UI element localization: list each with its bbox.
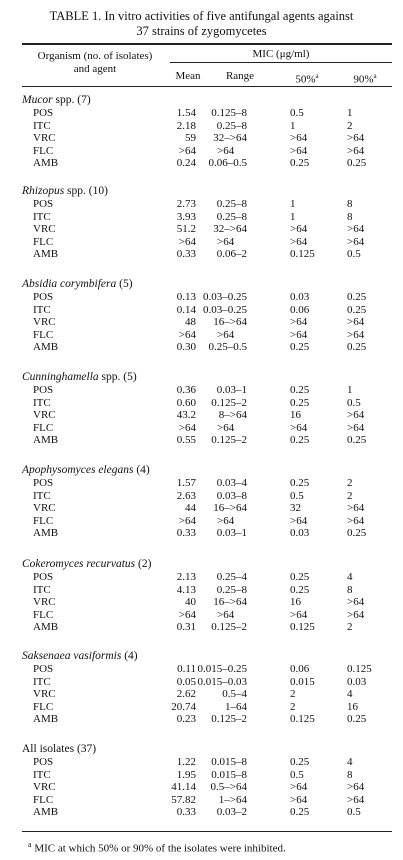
mic90-cell: >64 [347, 409, 365, 421]
organism-header [22, 50, 168, 76]
agent-cell: ITC [33, 489, 51, 502]
mean-cell: >64 [178, 608, 196, 621]
table-row [0, 806, 403, 819]
mic50-cell: 2 [290, 700, 296, 713]
footnote [28, 838, 286, 856]
mic90-cell: >64 [347, 502, 365, 514]
p50-header [282, 70, 332, 87]
mic50-cell: 16 [290, 409, 301, 421]
mean-cell: 43.2 [176, 409, 196, 421]
table-row [0, 145, 403, 158]
agent-cell: AMB [33, 341, 59, 353]
range-cell: >64 [217, 235, 235, 248]
mic50-cell: 0.03 [290, 527, 310, 539]
group-name: Mucor [22, 94, 53, 106]
table-row [0, 384, 403, 397]
agent-cell: ITC [33, 119, 51, 132]
mean-cell: 1.54 [176, 107, 196, 119]
agent-cell: FLC [33, 514, 54, 527]
range-cell: 0.5–>64 [210, 781, 247, 793]
table-row [0, 422, 403, 435]
agent-cell: ITC [33, 210, 51, 223]
agent-cell: FLC [33, 235, 54, 248]
mean-cell: 4.13 [176, 583, 196, 596]
mic90-cell: 0.25 [347, 713, 367, 725]
mean-cell: 0.24 [176, 157, 196, 169]
mean-cell: 2.63 [176, 489, 196, 502]
table-row [0, 329, 403, 342]
mic90-cell: 0.03 [347, 675, 367, 688]
mean-cell: 0.11 [177, 663, 196, 675]
group-name: Absidia corymbifera [22, 278, 117, 290]
range-cell: 0.25–0.5 [208, 341, 247, 353]
range-cell: >64 [217, 608, 235, 621]
mic90-cell: 2 [347, 477, 353, 489]
table-row [0, 502, 403, 515]
mic90-cell: 0.25 [347, 291, 367, 303]
range-cell: 32–>64 [213, 132, 247, 144]
range-cell: 0.125–2 [211, 434, 247, 446]
range-cell: 0.03–0.25 [203, 303, 247, 316]
mean-cell: 48 [185, 316, 196, 328]
mic90-cell: >64 [347, 781, 365, 793]
mic50-cell: 0.5 [290, 489, 304, 502]
mic90-cell: >64 [347, 793, 365, 806]
agent-cell: VRC [33, 502, 56, 514]
group-count: (2) [138, 558, 152, 570]
table-row [0, 596, 403, 609]
mean-cell: 1.95 [176, 768, 196, 781]
top-rule [22, 43, 392, 45]
agent-cell: FLC [33, 793, 54, 806]
table-row [0, 781, 403, 794]
mic90-cell: 2 [347, 119, 353, 132]
table-row [0, 316, 403, 329]
mic50-cell: >64 [290, 223, 308, 235]
mic90-cell: 1 [347, 107, 353, 119]
mean-cell: 0.33 [176, 527, 196, 539]
mic90-cell: 0.25 [347, 434, 367, 446]
range-cell: 0.25–4 [216, 571, 247, 583]
range-cell: 0.015–0.03 [197, 675, 247, 688]
mic90-cell: 4 [347, 756, 353, 768]
range-cell: 0.06–2 [216, 248, 247, 260]
table-row [0, 794, 403, 807]
mean-cell: 1.22 [176, 756, 196, 768]
mean-cell: >64 [178, 328, 196, 341]
mic50-cell: >64 [290, 235, 308, 248]
range-cell: 0.015–8 [211, 756, 247, 768]
mean-cell: 41.14 [171, 781, 196, 793]
group-count: spp. (7) [55, 94, 91, 106]
range-cell: 0.03–8 [216, 489, 247, 502]
footnote-mark: a [28, 840, 32, 849]
range-cell: 0.03–2 [216, 806, 247, 818]
table-title-line1: TABLE 1. In vitro activities of five antifungal agents against [49, 9, 354, 23]
agent-cell: ITC [33, 303, 51, 316]
mic50-cell: 1 [290, 119, 296, 132]
range-cell: 0.015–8 [211, 768, 247, 781]
mic90-cell: 8 [347, 768, 353, 781]
mic50-cell: 32 [290, 502, 301, 514]
group-heading [22, 464, 150, 477]
table-row [0, 688, 403, 701]
range-cell: 0.5–4 [222, 688, 247, 700]
mean-cell: >64 [178, 235, 196, 248]
group-name: Apophysomyces elegans [22, 464, 134, 476]
organism-header-line2: and agent [73, 63, 117, 75]
agent-cell: VRC [33, 132, 56, 144]
table-row [0, 713, 403, 726]
table-title [0, 9, 403, 39]
mic50-cell: 0.25 [290, 571, 310, 583]
table-row [0, 291, 403, 304]
agent-cell: AMB [33, 248, 59, 260]
footnote-text: MIC at which 50% or 90% of the isolates were inhibited. [31, 842, 286, 855]
group-count: (5) [119, 278, 133, 290]
mic50-cell: >64 [290, 421, 308, 434]
agent-cell: POS [33, 756, 54, 768]
mic50-cell: 0.25 [290, 477, 310, 489]
group-name: Cokeromyces recurvatus [22, 558, 136, 570]
agent-cell: POS [33, 663, 54, 675]
table-row [0, 198, 403, 211]
mic-header-rule [170, 62, 392, 63]
mic50-cell: 0.25 [290, 583, 310, 596]
mic90-cell: 4 [347, 571, 353, 583]
mic90-cell: >64 [347, 596, 365, 608]
group-heading [22, 558, 151, 571]
agent-cell: VRC [33, 688, 56, 700]
agent-cell: POS [33, 384, 54, 396]
table-row [0, 571, 403, 584]
mic50-cell: 0.25 [290, 396, 310, 409]
mean-cell: 59 [185, 132, 196, 144]
agent-cell: FLC [33, 700, 54, 713]
mic90-cell: 0.25 [347, 527, 367, 539]
group-name: Cunninghamella [22, 371, 99, 383]
mic50-cell: 0.25 [290, 806, 310, 818]
mic90-cell: >64 [347, 328, 365, 341]
agent-cell: ITC [33, 675, 51, 688]
table-row [0, 609, 403, 622]
range-cell: 1–64 [225, 700, 247, 713]
mean-cell: 0.14 [176, 303, 196, 316]
p90-header [340, 70, 390, 87]
table-row [0, 157, 403, 170]
agent-cell: POS [33, 107, 54, 119]
range-cell: 16–>64 [213, 596, 247, 608]
mic90-cell: 0.25 [347, 341, 367, 353]
table-row [0, 621, 403, 634]
mic50-cell: >64 [290, 328, 308, 341]
mic90-cell: >64 [347, 514, 365, 527]
mic50-cell: 0.125 [290, 713, 315, 725]
table-row [0, 527, 403, 540]
table-row [0, 304, 403, 317]
organism-header-line1: Organism (no. of isolates) [37, 50, 153, 62]
agent-cell: AMB [33, 806, 59, 818]
mic90-cell: 8 [347, 198, 353, 210]
table-row [0, 676, 403, 689]
range-cell: 0.03–1 [216, 527, 247, 539]
table-row [0, 769, 403, 782]
group-count: spp. (10) [67, 185, 108, 197]
mic50-cell: 0.06 [290, 303, 310, 316]
agent-cell: ITC [33, 583, 51, 596]
table-row [0, 397, 403, 410]
group-heading [22, 94, 91, 107]
mic-header: MIC (μg/ml) [252, 48, 310, 60]
table-row [0, 477, 403, 490]
mic90-cell: 0.25 [347, 157, 367, 169]
mic90-cell: >64 [347, 421, 365, 434]
group-name: All isolates (37) [22, 743, 97, 755]
table-row [0, 434, 403, 447]
agent-cell: AMB [33, 434, 59, 446]
mic90-cell: 2 [347, 621, 353, 633]
mic50-cell: 0.125 [290, 621, 315, 633]
table-row [0, 223, 403, 236]
p50-header-label: 50% [295, 73, 316, 86]
range-cell: 0.25–8 [216, 198, 247, 210]
mic50-cell: 1 [290, 210, 296, 223]
mean-header: Mean [175, 70, 201, 82]
mean-cell: 2.13 [176, 571, 196, 583]
range-cell: 0.03–4 [216, 477, 247, 489]
agent-cell: AMB [33, 621, 59, 633]
mean-cell: 20.74 [171, 700, 196, 713]
group-count: spp. (5) [101, 371, 137, 383]
mic90-cell: >64 [347, 223, 365, 235]
range-cell: 16–>64 [213, 502, 247, 514]
agent-cell: AMB [33, 527, 59, 539]
agent-cell: VRC [33, 316, 56, 328]
range-cell: 0.03–0.25 [203, 291, 247, 303]
mean-cell: 0.31 [176, 621, 196, 633]
mic50-cell: >64 [290, 781, 308, 793]
p50-footnote-mark: a [315, 72, 319, 80]
mean-cell: 0.60 [176, 396, 196, 409]
mean-cell: >64 [178, 514, 196, 527]
mic50-cell: 0.125 [290, 248, 315, 260]
table-row [0, 756, 403, 769]
table-row [0, 663, 403, 676]
agent-cell: AMB [33, 157, 59, 169]
mean-cell: 44 [185, 502, 196, 514]
range-cell: 0.25–8 [216, 119, 247, 132]
header-rule [22, 86, 392, 87]
range-cell: 16–>64 [213, 316, 247, 328]
mean-cell: >64 [178, 144, 196, 157]
mic90-cell: 0.125 [347, 663, 372, 675]
range-cell: 0.25–8 [216, 210, 247, 223]
range-cell: >64 [217, 328, 235, 341]
agent-cell: FLC [33, 421, 54, 434]
mean-cell: 51.2 [176, 223, 196, 235]
range-cell: >64 [217, 421, 235, 434]
mic50-cell: >64 [290, 514, 308, 527]
range-cell: 0.25–8 [216, 583, 247, 596]
mic50-cell: 2 [290, 688, 296, 700]
mic90-cell: 0.5 [347, 396, 361, 409]
mic50-cell: 0.25 [290, 157, 310, 169]
group-heading [22, 371, 137, 384]
mic50-cell: >64 [290, 608, 308, 621]
mic90-cell: 8 [347, 210, 353, 223]
range-cell: 0.06–0.5 [208, 157, 247, 169]
group-heading [22, 650, 138, 663]
mic90-cell: >64 [347, 235, 365, 248]
mean-cell: 0.33 [176, 248, 196, 260]
group-count: (4) [124, 650, 138, 662]
agent-cell: ITC [33, 768, 51, 781]
mic50-cell: 0.015 [290, 675, 315, 688]
table-row [0, 107, 403, 120]
table-row [0, 248, 403, 261]
range-cell: >64 [217, 514, 235, 527]
mic50-cell: 0.25 [290, 341, 310, 353]
range-cell: 0.125–2 [211, 713, 247, 725]
range-header: Range [225, 70, 255, 82]
mic50-cell: 0.5 [290, 107, 304, 119]
mic50-cell: >64 [290, 316, 308, 328]
group-name: Rhizopus [22, 185, 65, 197]
mic50-cell: 0.5 [290, 768, 304, 781]
mean-cell: 0.33 [176, 806, 196, 818]
agent-cell: POS [33, 291, 54, 303]
mean-cell: 3.93 [176, 210, 196, 223]
mic50-cell: 0.06 [290, 663, 310, 675]
mic90-cell: >64 [347, 132, 365, 144]
mic50-cell: >64 [290, 132, 308, 144]
mic50-cell: 1 [290, 198, 296, 210]
agent-cell: VRC [33, 223, 56, 235]
mean-cell: 2.18 [176, 119, 196, 132]
table-row [0, 515, 403, 528]
agent-cell: AMB [33, 713, 59, 725]
range-cell: 0.125–2 [211, 396, 247, 409]
table-title-line2: 37 strains of zygomycetes [136, 24, 267, 38]
range-cell: 0.125–2 [211, 621, 247, 633]
mean-cell: 0.05 [176, 675, 196, 688]
mean-cell: 40 [185, 596, 196, 608]
agent-cell: FLC [33, 144, 54, 157]
agent-cell: POS [33, 571, 54, 583]
agent-cell: ITC [33, 396, 51, 409]
mean-cell: 57.82 [171, 793, 196, 806]
mic90-cell: 0.5 [347, 248, 361, 260]
group-count: (4) [136, 464, 150, 476]
mean-cell: 0.55 [176, 434, 196, 446]
mic90-cell: 16 [347, 700, 358, 713]
mic90-cell: >64 [347, 608, 365, 621]
mean-cell: 0.36 [176, 384, 196, 396]
p90-header-label: 90% [353, 73, 374, 86]
agent-cell: VRC [33, 596, 56, 608]
agent-cell: FLC [33, 328, 54, 341]
mic90-cell: 1 [347, 384, 353, 396]
table-row [0, 132, 403, 145]
mic90-cell: 0.25 [347, 303, 367, 316]
agent-cell: VRC [33, 409, 56, 421]
mean-cell: 2.62 [176, 688, 196, 700]
mic50-cell: >64 [290, 144, 308, 157]
range-cell: 0.03–1 [216, 384, 247, 396]
range-cell: 1–>64 [218, 793, 247, 806]
range-cell: 8–>64 [218, 409, 247, 421]
mic50-cell: 0.25 [290, 384, 310, 396]
mic90-cell: >64 [347, 316, 365, 328]
mean-cell: 2.73 [176, 198, 196, 210]
table-row [0, 701, 403, 714]
agent-cell: POS [33, 477, 54, 489]
mean-cell: >64 [178, 421, 196, 434]
table-row [0, 120, 403, 133]
mic50-cell: 0.25 [290, 756, 310, 768]
table-row [0, 341, 403, 354]
bottom-rule [22, 831, 392, 832]
mean-cell: 0.13 [176, 291, 196, 303]
mic90-cell: 8 [347, 583, 353, 596]
agent-cell: VRC [33, 781, 56, 793]
range-cell: 0.125–8 [211, 107, 247, 119]
table-row [0, 236, 403, 249]
table-row [0, 409, 403, 422]
group-heading [22, 743, 96, 756]
table-row [0, 211, 403, 224]
mic50-cell: 0.03 [290, 291, 310, 303]
mean-cell: 0.23 [176, 713, 196, 725]
mic90-cell: 4 [347, 688, 353, 700]
mic90-cell: >64 [347, 144, 365, 157]
table-row [0, 584, 403, 597]
mean-cell: 0.30 [176, 341, 196, 353]
agent-cell: FLC [33, 608, 54, 621]
mic50-cell: 16 [290, 596, 301, 608]
group-heading [22, 185, 108, 198]
mic50-cell: >64 [290, 793, 308, 806]
mic90-cell: 2 [347, 489, 353, 502]
mic90-cell: 0.5 [347, 806, 361, 818]
mic50-cell: 0.25 [290, 434, 310, 446]
group-name: Saksenaea vasiformis [22, 650, 122, 662]
range-cell: >64 [217, 144, 235, 157]
p90-footnote-mark: a [373, 72, 377, 80]
table-row [0, 490, 403, 503]
range-cell: 32–>64 [213, 223, 247, 235]
mean-cell: 1.57 [176, 477, 196, 489]
range-cell: 0.015–0.25 [197, 663, 247, 675]
group-heading [22, 278, 133, 291]
agent-cell: POS [33, 198, 54, 210]
